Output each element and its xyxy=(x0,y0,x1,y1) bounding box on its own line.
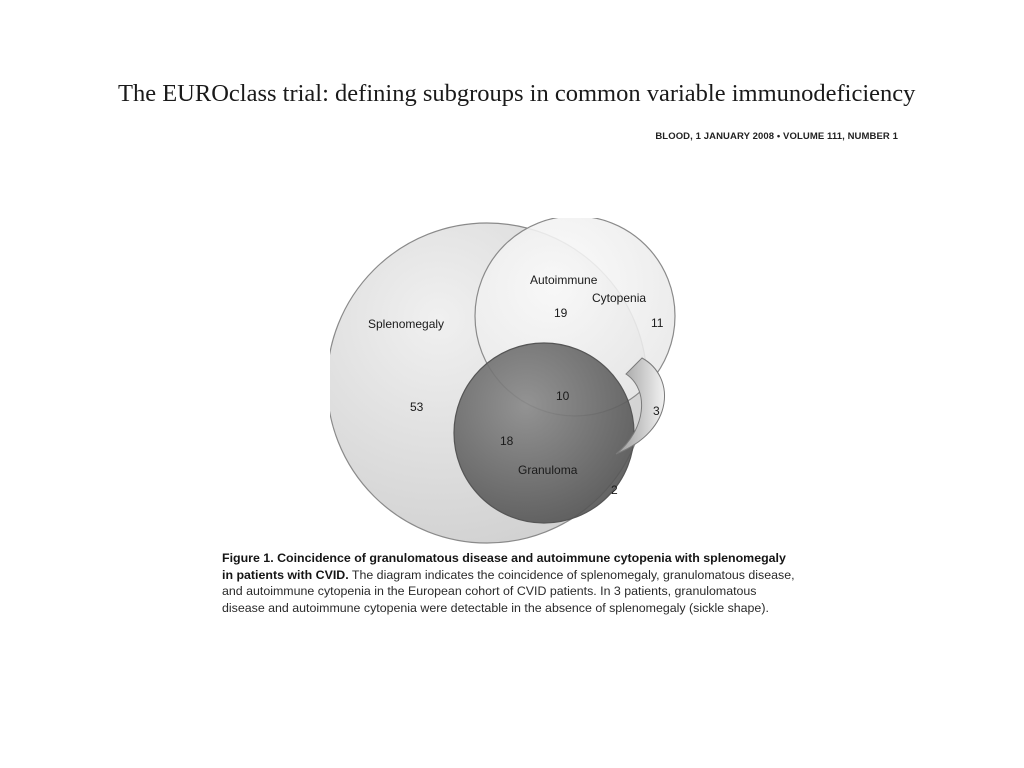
count-granuloma-autoimmune-no-splenomegaly: 3 xyxy=(653,404,660,418)
journal-reference: BLOOD, 1 JANUARY 2008 • VOLUME 111, NUMBER 1 xyxy=(655,131,898,142)
paper-title: The EUROclass trial: defining subgroups in common variable immunodeficiency xyxy=(118,80,916,107)
label-granuloma: Granuloma xyxy=(518,463,578,477)
caption-text: The diagram indicates the coincidence of splenomegaly, granulomatous disease, and autoimmune cytopenia in the European cohort of CVID patients. In 3 patients, granulomatous disease and autoimmune cytopenia were detectable in the absence of splenomegaly (sickle shape). xyxy=(222,567,795,615)
figure-caption xyxy=(222,550,797,616)
count-granuloma-with-splenomegaly: 18 xyxy=(500,434,514,448)
label-autoimmune-line1: Autoimmune xyxy=(530,273,598,287)
caption-label: Figure 1. Coincidence of granulomatous disease and autoimmune cytopenia with splenomegaly in patients with CVID. xyxy=(222,551,786,582)
venn-diagram xyxy=(330,218,700,548)
label-autoimmune-line2: Cytopenia xyxy=(592,291,647,305)
count-autoimmune-only: 11 xyxy=(651,316,664,330)
granuloma-circle xyxy=(454,343,634,523)
count-all-three: 10 xyxy=(556,389,570,403)
label-splenomegaly: Splenomegaly xyxy=(368,317,445,331)
count-splenomegaly-only: 53 xyxy=(410,400,424,414)
count-granuloma-only: 2 xyxy=(611,483,618,497)
count-autoimmune-with-splenomegaly: 19 xyxy=(554,306,568,320)
